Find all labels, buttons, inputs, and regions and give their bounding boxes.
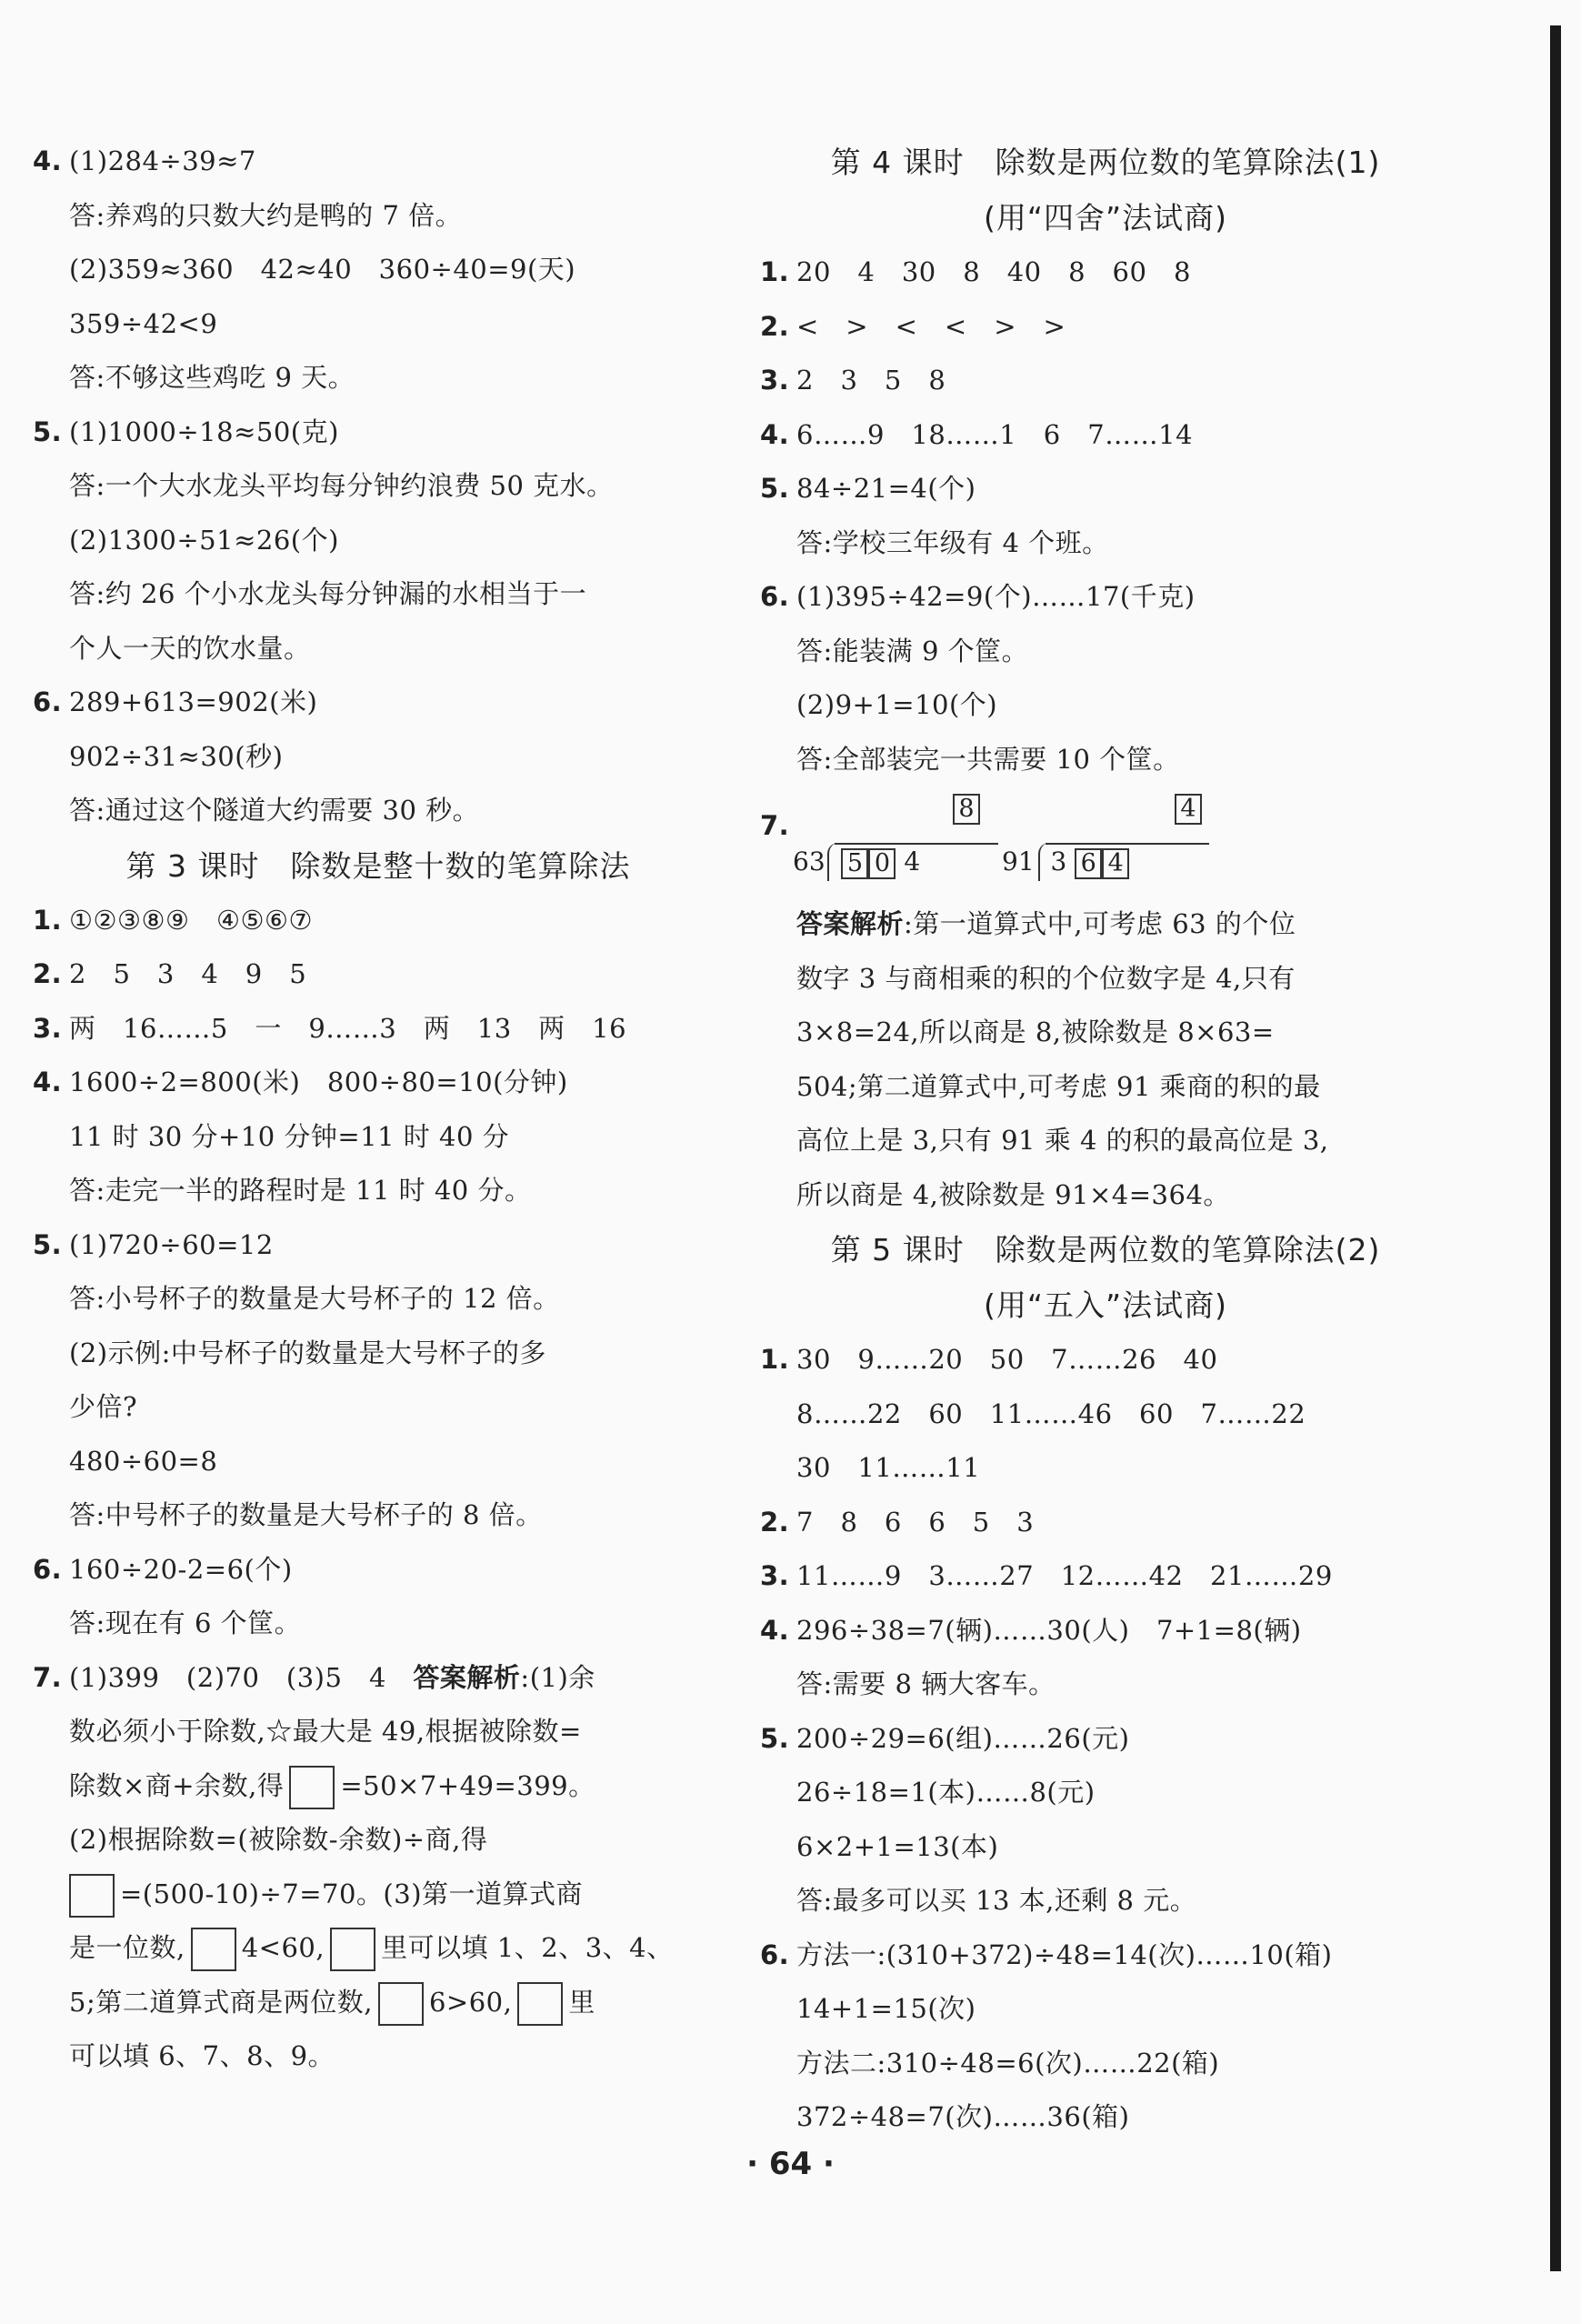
answer-line: =(500-10)÷7=70。(3)第一道算式商 bbox=[33, 1868, 724, 1922]
lesson-3-title: 第 3 课时 除数是整十数的笔算除法 bbox=[125, 847, 631, 884]
question-number: 2. bbox=[760, 1506, 790, 1538]
quotient-box: 4 bbox=[1175, 794, 1202, 825]
question-number: 2. bbox=[760, 310, 790, 342]
answer-line: 答:学校三年级有 4 个班。 bbox=[796, 526, 1109, 558]
answer-line: 1. 20 4 30 8 40 8 60 8 bbox=[760, 245, 1451, 300]
digit-box: 0 bbox=[868, 848, 896, 879]
explanation-label: 答案解析 bbox=[413, 1661, 521, 1693]
answer-line: 答:中号杯子的数量是大号杯子的 8 倍。 bbox=[69, 1499, 543, 1530]
answer-line: 2. 7 8 6 6 5 3 bbox=[760, 1496, 1451, 1550]
lesson-5-title: 第 5 课时 除数是两位数的笔算除法(2) bbox=[830, 1232, 1381, 1267]
left-column bbox=[33, 135, 724, 2084]
answer-line: 4. 6……9 18……1 6 7……14 bbox=[760, 408, 1451, 463]
answer-line: 答:需要 8 辆大客车。 bbox=[796, 1668, 1056, 1699]
answer-line: 答:通过这个隧道大约需要 30 秒。 bbox=[69, 795, 480, 826]
answer-line: 26÷18=1(本)……8(元) bbox=[796, 1777, 1096, 1808]
answer-line: 14+1=15(次) bbox=[796, 1993, 976, 2024]
answer-line: 答:现在有 6 个筐。 bbox=[69, 1608, 302, 1638]
answer-line: (2)359≈360 42≈40 360÷40=9(天) bbox=[69, 254, 576, 285]
answer-line: 6. 方法一:(310+372)÷48=14(次)……10(箱) bbox=[760, 1928, 1451, 1983]
question-number: 4. bbox=[33, 1067, 63, 1097]
question-number: 7. bbox=[760, 810, 790, 841]
division-body bbox=[1002, 846, 1129, 879]
answer-line: 4. 296÷38=7(辆)……30(人) 7+1=8(辆) bbox=[760, 1604, 1451, 1658]
question-number: 4. bbox=[760, 418, 790, 450]
page-number: · 64 · bbox=[746, 2146, 835, 2182]
question-number: 6. bbox=[33, 1553, 63, 1585]
answer-line: 7. (1)399 (2)70 (3)5 4 答案解析:(1)余 bbox=[33, 1651, 724, 1706]
answer-line: 480÷60=8 bbox=[69, 1445, 218, 1477]
answer-line: 6. 160÷20-2=6(个) bbox=[33, 1543, 724, 1598]
explanation-label: 答案解析 bbox=[796, 908, 905, 939]
answer-line: 3×8=24,所以商是 8,被除数是 8×63= bbox=[796, 1017, 1275, 1047]
blank-box bbox=[69, 1874, 115, 1918]
question-number: 6. bbox=[760, 1938, 790, 1970]
long-division-figures bbox=[760, 786, 1451, 897]
answer-line: 8……22 60 11……46 60 7……22 bbox=[796, 1397, 1306, 1429]
answer-line: 5. 200÷29=6(组)……26(元) bbox=[760, 1712, 1451, 1767]
question-number: 1. bbox=[760, 256, 790, 287]
answer-line: 359÷42<9 bbox=[69, 307, 218, 339]
page-edge-bar bbox=[1550, 25, 1561, 2271]
answer-line: 6. (1)395÷42=9(个)……17(千克) bbox=[760, 570, 1451, 625]
answer-line: 4. (1)284÷39≈7 bbox=[33, 135, 724, 189]
answer-line: (2)示例:中号杯子的数量是大号杯子的多 bbox=[69, 1337, 546, 1368]
answer-line: 1. 30 9……20 50 7……26 40 bbox=[760, 1333, 1451, 1387]
answer-line: 372÷48=7(次)……36(箱) bbox=[796, 2101, 1130, 2132]
question-number: 4. bbox=[760, 1614, 790, 1646]
question-number: 5. bbox=[760, 1722, 790, 1754]
question-number: 3. bbox=[760, 365, 790, 396]
answer-line: 答:全部装完一共需要 10 个筐。 bbox=[796, 743, 1180, 775]
answer-line: 6. 289+613=902(米) bbox=[33, 676, 724, 730]
digit-box: 4 bbox=[1102, 848, 1129, 879]
answer-line: 所以商是 4,被除数是 91×4=364。 bbox=[796, 1178, 1230, 1210]
answer-line: 902÷31≈30(秒) bbox=[69, 740, 284, 772]
answer-line: 4. 1600÷2=800(米) 800÷80=10(分钟) bbox=[33, 1056, 724, 1110]
answer-line: 是一位数, 4<60, 里可以填 1、2、3、4、 bbox=[33, 1921, 724, 1976]
answer-line: 答:最多可以买 13 本,还剩 8 元。 bbox=[796, 1885, 1197, 1916]
question-number: 4. bbox=[33, 145, 63, 176]
question-number: 5. bbox=[33, 1228, 63, 1260]
answer-line: 5;第二道算式商是两位数, 6>60, 里 bbox=[33, 1976, 724, 2030]
answer-line: 3. 两 16……5 一 9……3 两 13 两 16 bbox=[33, 1002, 724, 1057]
blank-box bbox=[289, 1766, 335, 1809]
answer-line: 答:走完一半的路程时是 11 时 40 分。 bbox=[69, 1175, 532, 1206]
question-number: 6. bbox=[33, 686, 63, 717]
long-division-2 bbox=[1002, 786, 1220, 897]
division-bar bbox=[1046, 843, 1209, 845]
digit-box: 6 bbox=[1075, 848, 1102, 879]
division-body bbox=[793, 846, 920, 879]
question-number: 7. bbox=[33, 1661, 63, 1693]
blank-box bbox=[191, 1928, 236, 1971]
division-bar bbox=[835, 843, 998, 845]
answer-line: 方法二:310÷48=6(次)……22(箱) bbox=[796, 2047, 1220, 2079]
lesson-4-subtitle: (用“四舍”法试商) bbox=[984, 200, 1227, 235]
answer-line: 6×2+1=13(本) bbox=[796, 1830, 999, 1862]
divisor: 63 bbox=[793, 846, 826, 877]
answer-line: 答:能装满 9 个筐。 bbox=[796, 635, 1029, 666]
blank-box bbox=[378, 1982, 424, 2026]
answer-line: 2. 2 5 3 4 9 5 bbox=[33, 947, 724, 1002]
blank-box bbox=[517, 1982, 563, 2026]
answer-line: 高位上是 3,只有 91 乘 4 的积的最高位是 3, bbox=[796, 1125, 1329, 1156]
answer-line: 3. 2 3 5 8 bbox=[760, 354, 1451, 408]
question-number: 3. bbox=[760, 1560, 790, 1591]
question-number: 6. bbox=[760, 581, 790, 612]
answer-line: 2. < > < < > > bbox=[760, 300, 1451, 355]
question-number: 3. bbox=[33, 1012, 63, 1044]
answer-line: (2)根据除数=(被除数-余数)÷商,得 bbox=[69, 1824, 488, 1855]
lesson-4-title: 第 4 课时 除数是两位数的笔算除法(1) bbox=[830, 145, 1381, 180]
answer-line: 可以填 6、7、8、9。 bbox=[69, 2040, 335, 2071]
answer-line: (2)9+1=10(个) bbox=[796, 689, 998, 720]
answer-line: 答:养鸡的只数大约是鸭的 7 倍。 bbox=[69, 199, 463, 231]
answer-line: 3. 11……9 3……27 12……42 21……29 bbox=[760, 1549, 1451, 1604]
answer-line: 答案解析:第一道算式中,可考虑 63 的个位 bbox=[796, 908, 1296, 939]
question-number: 1. bbox=[33, 904, 63, 936]
answer-line: 答:不够这些鸡吃 9 天。 bbox=[69, 362, 355, 393]
quotient-box: 8 bbox=[953, 794, 980, 825]
answer-line: 少倍? bbox=[69, 1391, 138, 1422]
answer-line: 11 时 30 分+10 分钟=11 时 40 分 bbox=[69, 1120, 510, 1152]
answer-line: 答:小号杯子的数量是大号杯子的 12 倍。 bbox=[69, 1283, 560, 1314]
right-column bbox=[760, 135, 1451, 2145]
lesson-5-subtitle: (用“五入”法试商) bbox=[984, 1287, 1227, 1323]
answer-line: 5. (1)720÷60=12 bbox=[33, 1218, 724, 1273]
question-number: 5. bbox=[33, 416, 63, 447]
answer-line: 答:一个大水龙头平均每分钟约浪费 50 克水。 bbox=[69, 470, 614, 501]
divisor: 91 bbox=[1002, 846, 1035, 877]
answer-line: 答:约 26 个小水龙头每分钟漏的水相当于一 bbox=[69, 578, 587, 609]
answer-line: 1. ①②③⑧⑨ ④⑤⑥⑦ bbox=[33, 894, 724, 948]
answer-line: 数必须小于除数,☆最大是 49,根据被除数= bbox=[69, 1716, 582, 1747]
answer-line: 5. 84÷21=4(个) bbox=[760, 462, 1451, 516]
answer-line: 数字 3 与商相乘的积的个位数字是 4,只有 bbox=[796, 962, 1296, 994]
answer-line: 30 11……11 bbox=[796, 1452, 981, 1483]
answer-line: 5. (1)1000÷18≈50(克) bbox=[33, 406, 724, 460]
answer-line: 个人一天的饮水量。 bbox=[69, 632, 311, 664]
digit-box: 5 bbox=[841, 848, 868, 879]
digit: 3 bbox=[1050, 846, 1067, 877]
question-number: 5. bbox=[760, 473, 790, 504]
blank-box bbox=[330, 1928, 375, 1971]
question-number: 2. bbox=[33, 958, 63, 989]
answer-line: 504;第二道算式中,可考虑 91 乘商的积的最 bbox=[796, 1070, 1321, 1102]
digit: 4 bbox=[904, 846, 921, 877]
answer-line: (2)1300÷51≈26(个) bbox=[69, 524, 339, 556]
question-number: 1. bbox=[760, 1344, 790, 1375]
long-division-1 bbox=[793, 786, 1002, 897]
answer-line: 除数×商+余数,得 =50×7+49=399。 bbox=[33, 1759, 724, 1814]
